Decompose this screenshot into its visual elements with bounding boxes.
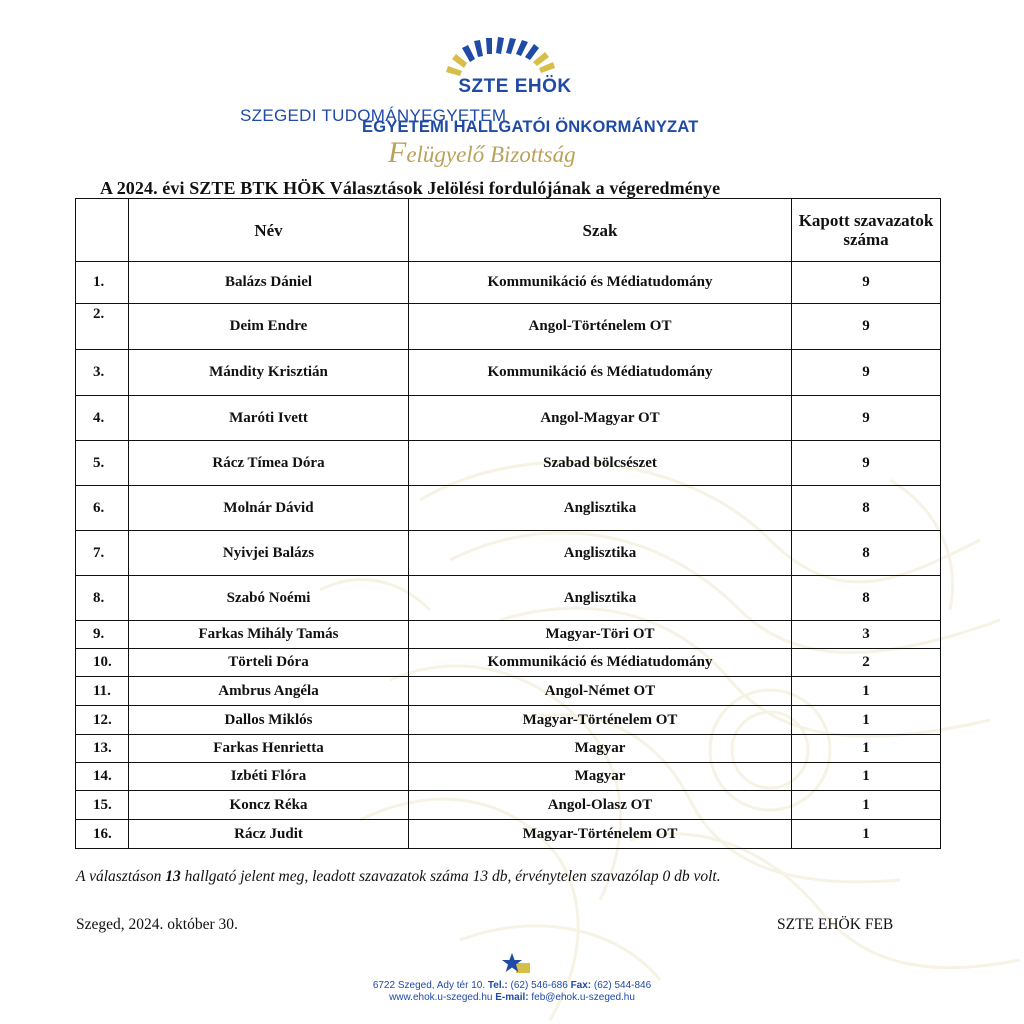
candidate-major: Szabad bölcsészet [409,441,792,486]
table-row [76,820,941,849]
vote-count: 9 [792,304,941,350]
candidate-major: Kommunikáció és Médiatudomány [409,350,792,396]
vote-count: 2 [792,649,941,677]
candidate-major: Angol-Történelem OT [409,304,792,350]
row-number: 3. [76,350,129,396]
board-initial: F [388,136,407,169]
student-union-name: EGYETEMI HALLGATÓI ÖNKORMÁNYZAT [362,118,699,136]
candidate-major: Magyar [409,735,792,763]
table-row [76,763,941,791]
email-link[interactable]: feb@ehok.u-szeged.hu [528,992,635,1003]
candidate-name: Dallos Miklós [129,706,409,735]
candidate-name: Koncz Réka [129,791,409,820]
vote-count: 1 [792,820,941,849]
candidate-name: Molnár Dávid [129,486,409,531]
table-row [76,441,941,486]
table-row [76,576,941,621]
footer-contact [0,992,1024,1003]
tel-number: (62) 546-686 [507,980,571,991]
fax-number: (62) 544-846 [591,980,652,991]
row-number: 5. [76,441,129,486]
table-row [76,304,941,350]
candidate-name: Farkas Mihály Tamás [129,621,409,649]
row-number: 4. [76,396,129,441]
header-major: Szak [409,199,792,262]
note-attendance: 13 [165,868,181,885]
header-name: Név [129,199,409,262]
table-row [76,531,941,576]
candidate-major: Magyar-Történelem OT [409,820,792,849]
logo-text: SZTE EHÖK [458,76,572,97]
candidate-name: Törteli Dóra [129,649,409,677]
vote-count: 1 [792,763,941,791]
supervisory-board-name [388,136,576,170]
table-row [76,350,941,396]
candidate-major: Anglisztika [409,486,792,531]
vote-count: 9 [792,350,941,396]
row-number: 8. [76,576,129,621]
row-number: 13. [76,735,129,763]
row-number: 11. [76,677,129,706]
row-number: 9. [76,621,129,649]
note-part2: hallgató jelent meg, leadott szavazatok száma 13 db, érvénytelen szavazólap 0 db volt. [180,868,721,885]
board-rest: elügyelő Bizottság [406,142,576,167]
email-label: E-mail: [495,992,529,1003]
candidate-major: Magyar-Töri OT [409,621,792,649]
address: 6722 Szeged, Ady tér 10. [372,980,488,991]
candidate-name: Deim Endre [129,304,409,350]
note-part1: A választáson [76,868,166,885]
table-row [76,649,941,677]
candidate-major: Magyar [409,763,792,791]
candidate-name: Izbéti Flóra [129,763,409,791]
candidate-major: Angol-Olasz OT [409,791,792,820]
candidate-name: Farkas Henrietta [129,735,409,763]
candidate-name: Mándity Krisztián [129,350,409,396]
candidate-name: Ambrus Angéla [129,677,409,706]
vote-count: 9 [792,441,941,486]
candidate-name: Maróti Ivett [129,396,409,441]
table-row [76,677,941,706]
results-table [75,198,941,849]
candidate-name: Rácz Tímea Dóra [129,441,409,486]
candidate-name: Szabó Noémi [129,576,409,621]
header-number [76,199,129,262]
table-row [76,706,941,735]
header-votes: Kapott szavazatok száma [792,199,941,262]
candidate-name: Nyivjei Balázs [129,531,409,576]
row-number: 7. [76,531,129,576]
row-number: 12. [76,706,129,735]
table-row [76,262,941,304]
row-number: 14. [76,763,129,791]
row-number: 10. [76,649,129,677]
candidate-major: Anglisztika [409,576,792,621]
candidate-name: Balázs Dániel [129,262,409,304]
table-row [76,621,941,649]
place-and-date: Szeged, 2024. október 30. [76,916,238,933]
vote-count: 1 [792,677,941,706]
candidate-major: Anglisztika [409,531,792,576]
star-logo-icon [502,952,536,976]
table-row [76,791,941,820]
table-row [76,396,941,441]
vote-count: 8 [792,531,941,576]
vote-count: 1 [792,735,941,763]
row-number: 15. [76,791,129,820]
candidate-major: Kommunikáció és Médiatudomány [409,262,792,304]
signature: SZTE EHÖK FEB [777,916,894,933]
row-number: 2. [76,304,129,350]
vote-count: 1 [792,706,941,735]
candidate-major: Magyar-Történelem OT [409,706,792,735]
row-number: 1. [76,262,129,304]
document-title: A 2024. évi SZTE BTK HÖK Választások Jelölési fordulójának a végeredménye [100,178,721,198]
vote-count: 3 [792,621,941,649]
vote-count: 9 [792,396,941,441]
university-name: SZEGEDI TUDOMÁNYEGYETEM [240,106,507,125]
candidate-major: Angol-Magyar OT [409,396,792,441]
tel-label: Tel.: [487,980,508,991]
vote-count: 1 [792,791,941,820]
fax-label: Fax: [570,980,592,991]
table-row [76,735,941,763]
vote-count: 8 [792,486,941,531]
candidate-name: Rácz Judit [129,820,409,849]
turnout-note [76,864,946,890]
vote-count: 8 [792,576,941,621]
footer-address [0,980,1024,991]
candidate-major: Kommunikáció és Médiatudomány [409,649,792,677]
website-link[interactable]: www.ehok.u-szeged.hu [389,992,496,1003]
table-header-row [76,199,941,262]
row-number: 16. [76,820,129,849]
table-row [76,486,941,531]
vote-count: 9 [792,262,941,304]
candidate-major: Angol-Német OT [409,677,792,706]
row-number: 6. [76,486,129,531]
